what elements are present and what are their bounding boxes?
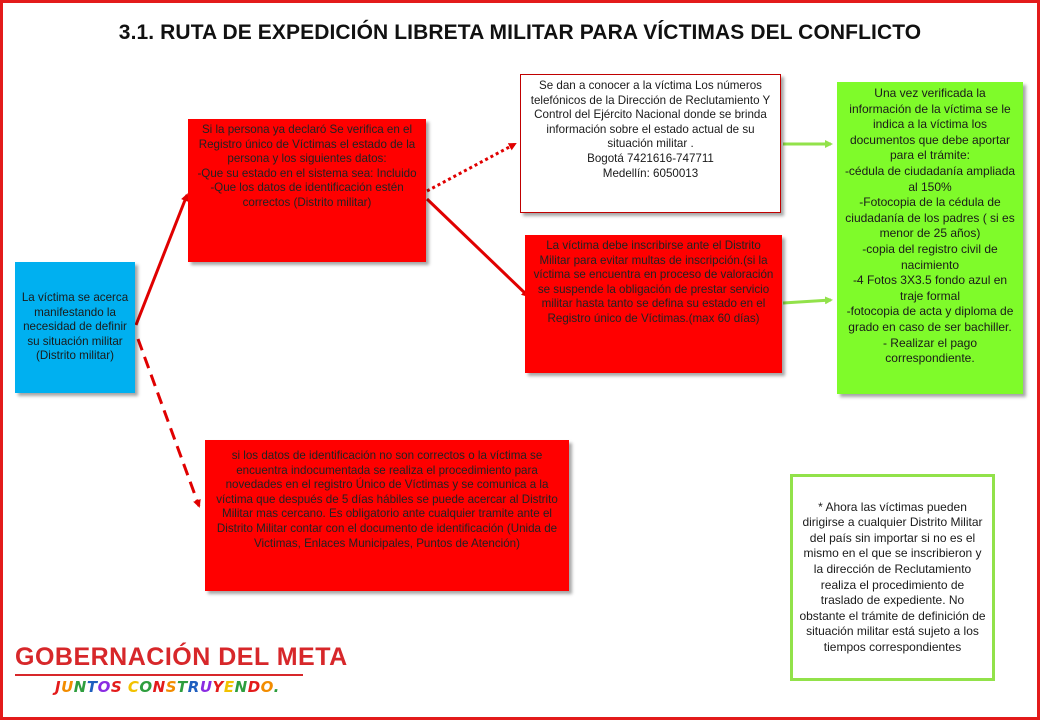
gobernacion-logo xyxy=(15,643,348,703)
page-title: 3.1. RUTA DE EXPEDICIÓN LIBRETA MILITAR PARA VÍCTIMAS DEL CONFLICTO xyxy=(118,21,922,44)
note-box xyxy=(790,474,995,681)
start-node-text: La víctima se acerca manifestando la necesidad de definir su situación militar (Distrito militar) xyxy=(21,291,129,363)
arrow-start-to-verify xyxy=(136,195,187,325)
documents-node-text: Una vez verificada la información de la víctima se le indica a la víctima los documentos que debe aportar para el trámite: -cédula de ciudadanía ampliada al 150% -Fotocopia de la cédula de ciudadanía de los padres ( si es menor de 25 años) -copia del registro civil de nacimiento -4 Fotos 3X3.5 fondo azul en traje formal -fotocopia de acta y diploma de grado en caso de ser bachiller. - Realizar el pago correspondiente. xyxy=(844,86,1016,366)
arrow-verify-to-info xyxy=(427,144,515,191)
register-node xyxy=(525,235,782,373)
register-node-text: La víctima debe inscribirse ante el Distrito Militar para evitar multas de inscripción.(si la víctima se encuentra en proceso de valoración se suspende la obligación de prestar servicio militar hasta tanto se defina su estado en el Registro único de Víctimas.(max 60 días) xyxy=(533,239,774,325)
novelty-node-text: si los datos de identificación no son correctos o la víctima se encuentra indocumentada se realiza el procedimiento para novedades en el registro Único de Víctimas y se comunica a la víctima que después de 5 días hábiles se puede acercar al Distrito Militar mas cercano. Es obligatorio ante cualquier tramite ante el Distrito Militar contar con el documento de identificación (Unida de Victimas, Enlaces Municipales, Puntos de Atención) xyxy=(216,449,558,550)
novelty-node xyxy=(205,440,569,591)
verify-node xyxy=(188,119,426,262)
arrow-start-to-novelty xyxy=(138,339,199,506)
logo-underline xyxy=(15,674,303,676)
arrow-verify-to-register xyxy=(427,199,528,296)
verify-node-text: Si la persona ya declaró Se verifica en el Registro único de Víctimas el estado de la persona y los siguientes datos: -Que su estado en el sistema sea: Incluido -Que los datos de identificación estén correctos (Distrito militar) xyxy=(197,123,417,209)
arrow-register-to-documents xyxy=(783,300,831,303)
logo-slogan: JUNTOS CONSTRUYENDO. xyxy=(55,678,280,696)
info-node-text: Se dan a conocer a la víctima Los números telefónicos de la Dirección de Reclutamiento Y Control del Ejército Nacional donde se brinda información sobre el estado actual de su situación militar . Bogotá 7421616-747711 Medellín: 6050013 xyxy=(530,79,771,180)
documents-node xyxy=(837,82,1023,394)
note-text: * Ahora las víctimas pueden dirigirse a cualquier Distrito Militar del país sin importar si no es el mismo en el que se inscribieron y la dirección de Reclutamiento realiza el procedimiento de traslado de expediente. No obstante el trámite de definición de situación militar está sujeto a los tiempos correspondientes xyxy=(799,499,986,654)
start-node xyxy=(15,262,135,393)
logo-name: GOBERNACIÓN DEL META xyxy=(15,643,348,671)
info-node xyxy=(520,74,781,213)
